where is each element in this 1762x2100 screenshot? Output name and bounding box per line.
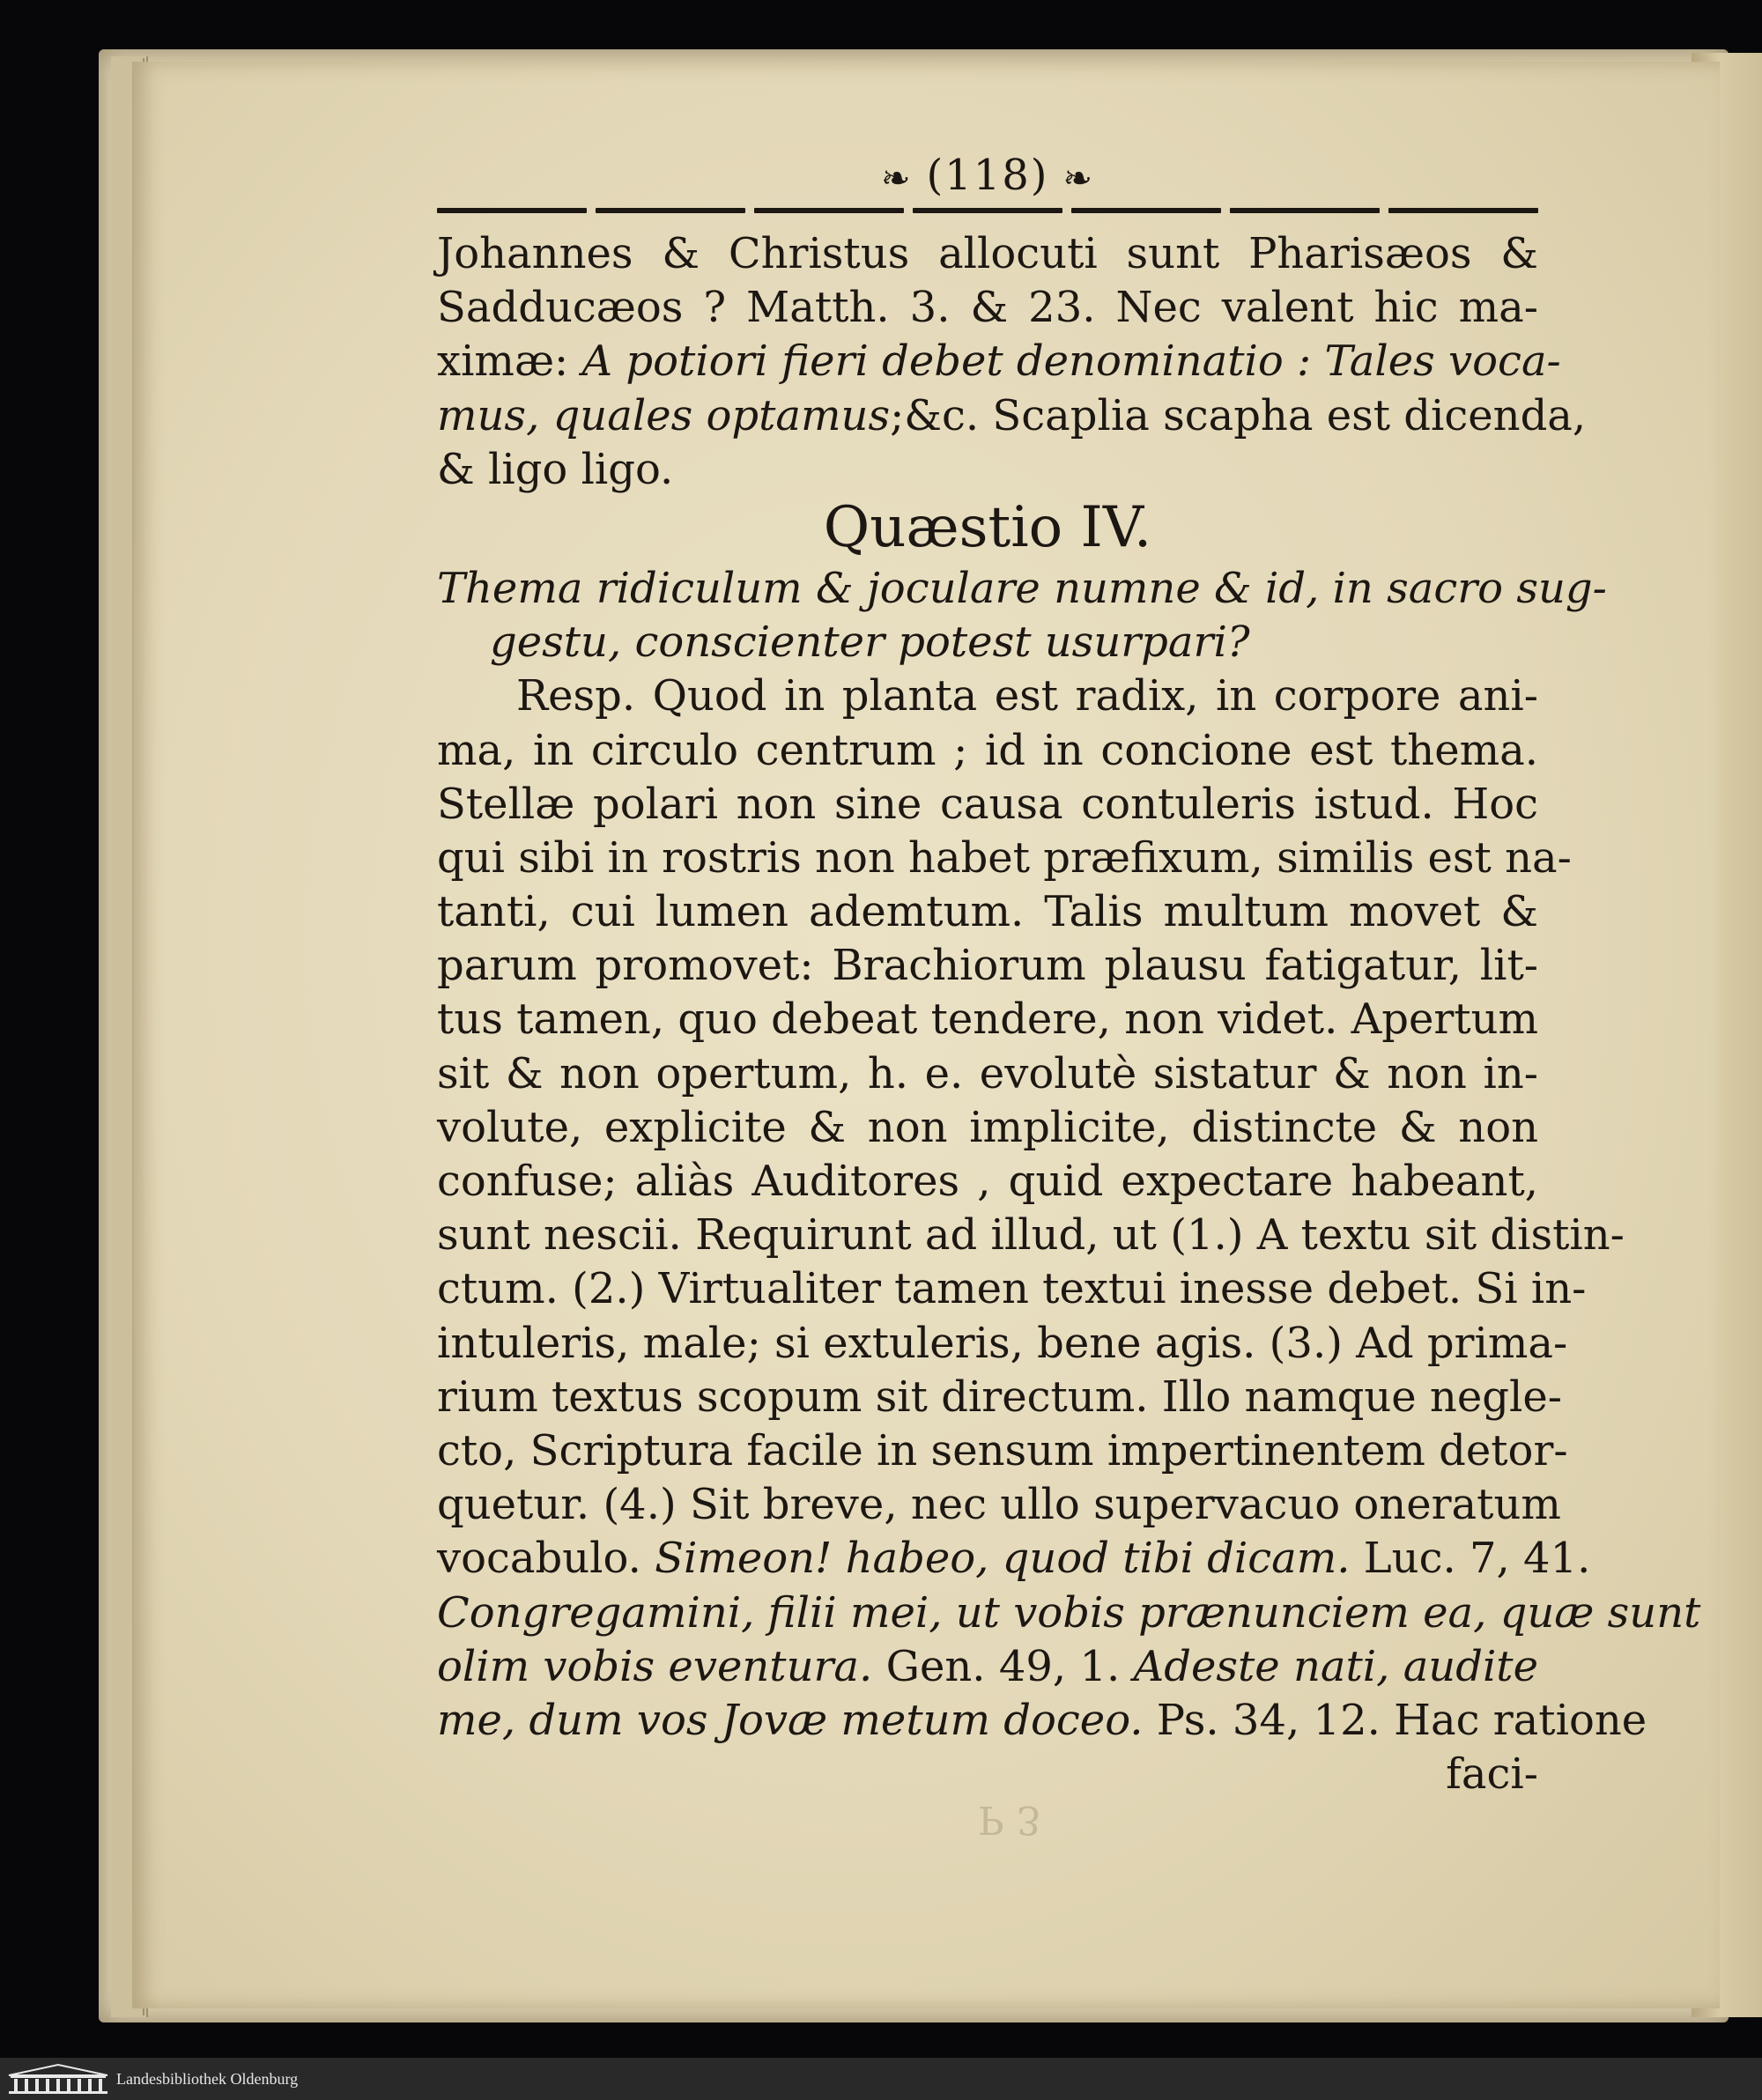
header-rule <box>437 208 1538 215</box>
roman-text: tanti, cui lumen ademtum. Talis multum movet & <box>437 887 1538 937</box>
page-number: (118) <box>926 151 1049 200</box>
roman-text: ctum. (2.) Virtualiter tamen textui inesse debet. Si in- <box>437 1264 1587 1314</box>
roman-text: qui sibi in rostris non habet præfixum, similis est na- <box>437 832 1572 883</box>
text-line <box>437 993 1538 1046</box>
italic-text: Thema ridiculum & joculare numne & id, in sacro sug- <box>437 563 1607 613</box>
roman-text: rium textus scopum sit directum. Illo namque negle- <box>437 1372 1562 1422</box>
text-line <box>437 1586 1701 1640</box>
roman-text: Resp. Quod in planta est radix, in corpore ani- <box>516 671 1538 721</box>
text-line <box>437 1694 1647 1748</box>
roman-text: parum promovet: Brachiorum plausu fatigatur, lit- <box>437 941 1538 991</box>
text-line <box>437 562 1607 616</box>
text-line <box>437 335 1561 388</box>
text-line <box>437 778 1538 832</box>
italic-text: Simeon! habeo, quod tibi dicam. <box>655 1534 1351 1584</box>
text-line <box>437 1209 1625 1262</box>
roman-text: cto, Scriptura facile in sensum impertinentem detor- <box>437 1425 1568 1475</box>
library-name: Landesbibliothek Oldenburg <box>116 2069 299 2088</box>
text-line <box>437 443 1538 497</box>
text-line <box>437 1532 1591 1586</box>
text-line <box>437 832 1572 885</box>
library-building-icon <box>5 2063 111 2095</box>
text-line <box>437 616 1538 669</box>
right-ornament-icon: ❧ <box>1062 158 1095 199</box>
page-text <box>437 144 1701 1801</box>
italic-text: me, dum vos Jovæ metum doceo. <box>437 1695 1144 1745</box>
text-line <box>437 281 1538 335</box>
italic-text: olim vobis eventura. <box>437 1641 873 1691</box>
catchword: faci- <box>1446 1749 1538 1800</box>
roman-text: intuleris, male; si extuleris, bene agis. (3.) Ad prima- <box>437 1318 1568 1368</box>
text-line <box>437 1155 1538 1209</box>
text-line <box>437 389 1587 443</box>
roman-text: Sadducæos ? Matth. 3. & 23. Nec valent hic ma- <box>437 283 1538 333</box>
text-line <box>437 669 1538 723</box>
text-line <box>437 227 1538 281</box>
text-line <box>437 1478 1561 1532</box>
roman-text: tus tamen, quo debeat tendere, non videt. Apertum <box>437 995 1539 1045</box>
roman-text: ma, in circulo centrum ; id in concione est thema. <box>437 725 1538 775</box>
roman-text: Luc. 7, 41. <box>1350 1534 1591 1584</box>
italic-text: Adeste nati, audite <box>1133 1641 1538 1691</box>
show-through-text: P 3 <box>978 1797 1041 1842</box>
roman-text: vocabulo. <box>437 1534 655 1584</box>
answer-paragraph <box>437 669 1701 1748</box>
text-line <box>437 1262 1587 1316</box>
question-text <box>437 562 1607 669</box>
paragraph-continuation <box>437 227 1587 497</box>
running-head <box>437 144 1538 206</box>
text-line <box>437 1424 1568 1478</box>
italic-text: A potiori fieri debet denominatio : Tales voca- <box>581 336 1561 387</box>
roman-text: confuse; aliàs Auditores , quid expectare habeant, <box>437 1157 1538 1206</box>
roman-text: ;&c. Scaplia scapha est dicenda, <box>890 390 1587 440</box>
roman-text: quetur. (4.) Sit breve, nec ullo supervacuo oneratum <box>437 1480 1561 1530</box>
roman-text: & ligo ligo. <box>437 444 674 494</box>
text-line <box>437 885 1538 939</box>
text-line <box>437 939 1538 993</box>
roman-text: volute, explicite & non implicite, distincte & non <box>437 1102 1538 1152</box>
text-line <box>437 724 1538 778</box>
roman-text: Stellæ polari non sine causa contuleris istud. Hoc <box>437 779 1538 829</box>
text-line <box>437 1047 1538 1101</box>
text-line <box>437 1101 1538 1155</box>
left-ornament-icon: ❧ <box>880 158 913 199</box>
text-line <box>437 1640 1538 1694</box>
roman-text: ximæ: <box>437 336 582 387</box>
roman-text: sit & non opertum, h. e. evolutè sistatur & non in- <box>437 1048 1538 1098</box>
italic-text: Congregamini, filii mei, ut vobis prænunciem ea, quæ sunt <box>437 1587 1701 1638</box>
section-heading: Quæstio IV. <box>823 494 1152 560</box>
text-line <box>437 1317 1568 1371</box>
italic-text: mus, quales optamus <box>437 390 891 440</box>
roman-text: Ps. 34, 12. Hac ratione <box>1143 1695 1647 1745</box>
roman-text: Gen. 49, 1. <box>872 1641 1134 1691</box>
footer-bar <box>0 2058 1762 2100</box>
text-line <box>437 1371 1562 1424</box>
roman-text: sunt nescii. Requirunt ad illud, ut (1.) A textu sit distin- <box>437 1210 1625 1261</box>
roman-text: Johannes & Christus allocuti sunt Pharisæos & <box>437 229 1538 278</box>
italic-text: gestu, conscienter potest usurpari? <box>490 617 1250 668</box>
